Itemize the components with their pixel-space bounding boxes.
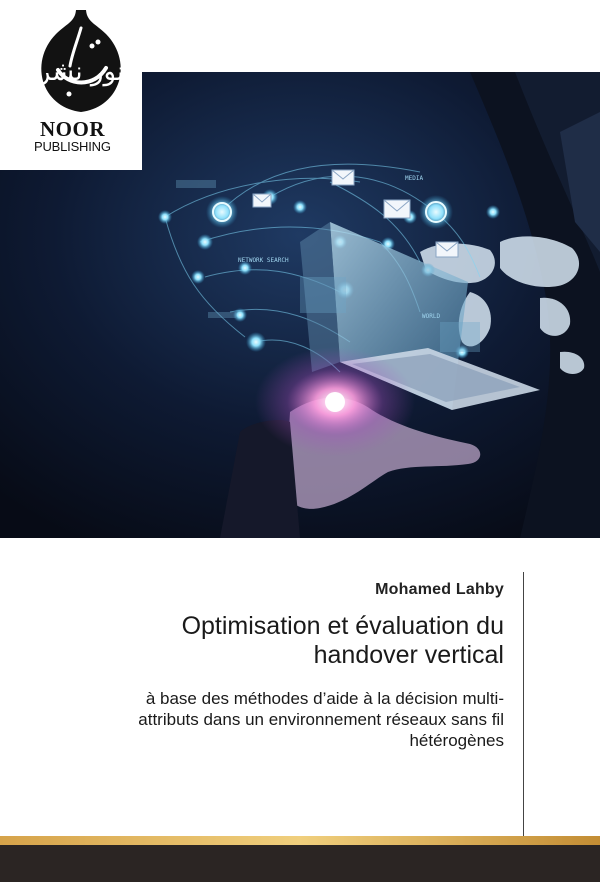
publisher-logo	[0, 0, 142, 170]
publisher-name-line1: NOOR	[40, 117, 105, 141]
author-name: Mohamed Lahby	[375, 581, 504, 598]
book-subtitle-line2: attributs dans un environnement réseaux sans fil	[138, 710, 504, 729]
logo-arabic-text: نور نشر	[37, 57, 125, 87]
book-subtitle-line1: à base des méthodes d’aide à la décision multi-	[145, 689, 504, 708]
vertical-divider	[523, 572, 524, 836]
book-subtitle	[54, 688, 504, 751]
book-title-line1: Optimisation et évaluation du	[181, 612, 504, 640]
book-subtitle-line3: hétérogènes	[409, 731, 504, 750]
book-title-line2: handover vertical	[313, 641, 504, 669]
book-title	[84, 612, 504, 670]
image-label-world: WORLD	[422, 313, 441, 320]
image-label-media: MEDIA	[405, 175, 424, 182]
image-label-network: NETWORK SEARCH	[238, 257, 289, 264]
footer-band	[0, 845, 600, 882]
publisher-name	[34, 118, 134, 154]
gold-stripe	[0, 836, 600, 845]
publisher-name-line2: PUBLISHING	[34, 139, 111, 154]
publisher-emblem-icon	[28, 8, 134, 118]
